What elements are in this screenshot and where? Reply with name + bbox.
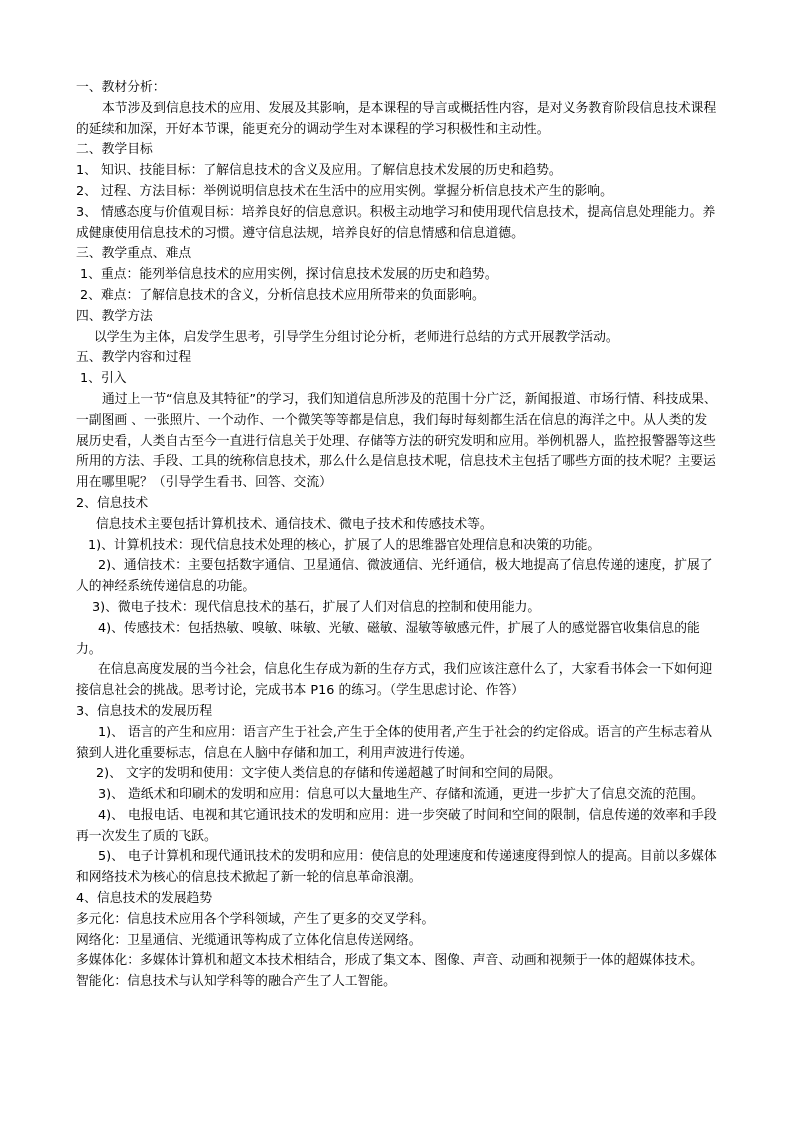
list-item: 多媒体化：多媒体计算机和超文本技术相结合，形成了集文本、图像、声音、动画和视频于一体的超媒体技术。	[76, 953, 704, 969]
list-item: 多元化：信息技术应用各个学科领域，产生了更多的交叉学科。	[76, 911, 435, 927]
list-item: 1)、 语言的产生和应用：语言产生于社会,产生于全体的使用者,产生于社会的约定俗成。语言的产生标志着从猿到人进化重要标志，信息在人脑中存储和加工，利用声波进行传递。	[76, 724, 712, 761]
list-item: 3、 情感态度与价值观目标：培养良好的信息意识。积极主动地学习和使用现代信息技术，提高信息处理能力。养成健康使用信息技术的习惯。遵守信息法规，培养良好的信息情感和信息道德。	[76, 204, 716, 241]
list-item: 2、难点：了解信息技术的含义，分析信息技术应用所带来的负面影响。	[80, 287, 485, 303]
section-heading: 五、教学内容和过程	[76, 350, 192, 366]
list-item: 5)、 电子计算机和现代通讯技术的发明和应用：使信息的处理速度和传递速度得到惊人的提高。目前以多媒体和网络技术为核心的信息技术掀起了新一轮的信息革命浪潮。	[76, 849, 717, 886]
list-item: 1)、计算机技术：现代信息技术处理的核心，扩展了人的思维器官处理信息和决策的功能。	[88, 537, 601, 553]
list-item: 2)、通信技术：主要包括数字通信、卫星通信、微波通信、光纤通信，极大地提高了信息传递的速度，扩展了人的神经系统传递信息的功能。	[76, 558, 713, 595]
paragraph: 信息技术主要包括计算机技术、通信技术、微电子技术和传感技术等。	[96, 516, 493, 532]
section-heading: 三、教学重点、难点	[76, 246, 192, 262]
document-page	[76, 78, 718, 993]
subsection-heading: 4、信息技术的发展趋势	[76, 891, 213, 907]
list-item: 1、重点：能列举信息技术的应用实例，探讨信息技术发展的历史和趋势。	[80, 267, 498, 283]
section-heading: 四、教学方法	[76, 308, 153, 324]
list-item: 1、 知识、技能目标：了解信息技术的含义及应用。了解信息技术发展的历史和趋势。	[76, 163, 562, 179]
section-heading: 二、教学目标	[76, 142, 153, 158]
subsection-heading: 3、信息技术的发展历程	[76, 703, 213, 719]
paragraph: 本节涉及到信息技术的应用、发展及其影响，是本课程的导言或概括性内容，是对义务教育阶段信息技术课程的延续和加深，开好本节课，能更充分的调动学生对本课程的学习积极性和主动性。	[76, 100, 717, 137]
section-heading: 一、教材分析：	[76, 80, 166, 95]
list-item: 智能化：信息技术与认知学科等的融合产生了人工智能。	[76, 974, 396, 990]
subsection-heading: 2、信息技术	[76, 495, 149, 511]
list-item: 网络化：卫星通信、光缆通讯等构成了立体化信息传送网络。	[76, 932, 422, 948]
list-item: 2、 过程、方法目标：举例说明信息技术在生活中的应用实例。掌握分析信息技术产生的影响。	[76, 183, 613, 199]
paragraph: 以学生为主体，启发学生思考，引导学生分组讨论分析，老师进行总结的方式开展教学活动。	[94, 329, 619, 345]
list-item: 4)、 电报电话、电视和其它通讯技术的发明和应用：进一步突破了时间和空间的限制，信息传递的效率和手段再一次发生了质的飞跃。	[76, 807, 717, 844]
list-item: 3)、微电子技术：现代信息技术的基石，扩展了人们对信息的控制和使用能力。	[92, 599, 541, 615]
list-item: 4)、传感技术：包括热敏、嗅敏、味敏、光敏、磁敏、湿敏等敏感元件，扩展了人的感觉器官收集信息的能力。	[76, 620, 700, 657]
list-item: 2)、 文字的发明和使用：文字使人类信息的存储和传递超越了时间和空间的局限。	[96, 766, 562, 782]
subsection-heading: 1、引入	[80, 371, 127, 387]
paragraph: 通过上一节“信息及其特征”的学习，我们知道信息所涉及的范围十分广泛，新闻报道、市场行情、科技成果、一副图画 、一张照片、一个动作、一个微笑等等都是信息，我们每时每刻都生活在信息的海洋之中。从人类的发展历史看，人类自古至今一直进行信息关于处理、存储等方法的研究发明和应用。举例机器人，监控报警器等这些所用的方法、手段、工具的统称信息技术，那么什么是信息技术呢，信息技术主包括了哪些方面的技术呢？主要运用在哪里呢？（引导学生看书、回答、交流）	[76, 391, 717, 491]
list-item: 3)、 造纸术和印刷术的发明和应用：信息可以大量地生产、存储和流通，更进一步扩大了信息交流的范围。	[98, 787, 704, 803]
paragraph: 在信息高度发展的当今社会，信息化生存成为新的生存方式，我们应该注意什么了，大家看书体会一下如何迎接信息社会的挑战。思考讨论，完成书本 P16 的练习。（学生思虑讨论、作答）	[76, 662, 713, 699]
